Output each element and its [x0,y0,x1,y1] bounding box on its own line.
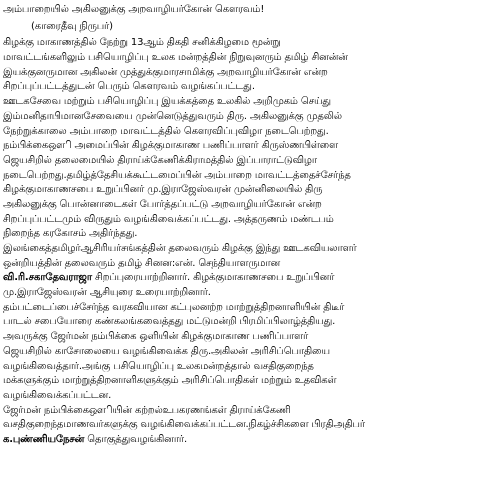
text-line: கிழக்கு மாகாணத்தில் நேற்று 13ஆம் திகதி சனிக்கிழமை மூன்று [3,37,281,49]
paragraph-3 [3,242,478,301]
paragraph-1 [3,36,478,95]
news-article [3,3,478,448]
text-line: ஊடகசேவை மற்றும் பசியொழிப்பு இயக்கத்தை உலகில் அறிமுகம் செய்து [3,96,331,108]
text-line: சிறப்புப்பட்டமும் விருதும் வழங்கிவைக்கப்பட்டது. அத்தருணம் மண்டபம் [3,213,334,225]
text-line: அகிலனுக்கு பொன்னாடைகள் போர்த்தப்பட்டு அறவாழியர்கோன் என்ற [3,198,322,210]
paragraph-6 [3,404,478,448]
text-line: நம்பிக்கைஔி அமைப்பின் கிழக்குமாகாண பணிப்பாளர் கிருஸ்ணபிள்ளை [3,140,339,152]
text-line-continuation: சிறப்புரையாற்றினார். கிழக்குமாகாணசபை உறுப்பினர் [91,272,335,284]
paragraph-2 [3,95,478,242]
paragraph-5 [3,330,478,403]
text-line: ஜெயசிறில் தலைமையில் திராய்க்கேணிக்கிராமத்தில் இப்பாராட்டுவிழா [3,154,317,166]
text-line: இம்மனிதாபிமானசேவையை முன்னெடுத்துவரும் திரு. அகிலனுக்கு முதலில் [3,110,342,122]
text-line: வசதிகுறைந்தமாணவர்களுக்கு வழங்கிவைக்கப்பட்டன.நிகழ்ச்சிகளை பிரதிஅதிபர் [3,419,365,431]
text-line: இலங்கைத்தமிழர்ஆசிரியர்சங்கத்தின் தலைவரும் கிழக்கு இந்து ஊடகவியலாளர் [3,243,357,254]
text-line: ஒன்றியத்தின் தலைவரும் தமிழ் சினன:என். செந்தியாளருமான [3,257,281,269]
text-line: நிறைந்த கரகோசம் அதிர்ந்தது. [3,228,138,240]
text-line: தம்பட்டைப்பைச்சேர்ந்த வரகவியான கட்புலனற்ற மாற்றுத்திறனாளியின் திடீர் [3,301,345,313]
text-line: சிறப்புப்பட்டத்துடன் பெரும் கௌரவம் வழங்கப்பட்டது. [3,81,255,93]
article-headline: அம்பாறையில் அகிலனுக்கு அறவாழியர்கோன் கௌரவம்! [3,4,265,15]
paragraph-4 [3,301,478,330]
text-line: ஜேர்மன் நம்பிக்கைஔியின் கற்றல்உபகரணங்கள் திராய்க்கேணி [3,404,291,416]
text-line-with-bold-name [3,271,478,286]
speaker-name: வி.ரி.சகாதேவராஜா [3,272,92,284]
text-line: பாடல் சபையோரை கண்கலங்கவைத்தது மட்டுமன்றி பிரமிப்பிலாழ்த்தியது. [3,316,336,328]
text-line: நேற்றுக்காலை அம்பாறை மாவட்டத்தில் கௌரவிப்புவிழா நடைபெற்றது. [3,125,329,137]
text-line-with-bold-name [3,433,478,448]
text-line: நடைபெற்றது.தமிழ்த்தேசியக்கூட்டமைப்பின் அம்பாறை மாவட்டத்தைச்சேர்ந்த [3,169,351,181]
text-line: ஜெயசிறில் காசோலையை வழங்கிவைக்க திரு.அகிலன் அரிசிப்பொதியை [3,345,330,357]
text-line-continuation: தொகுத்துவழங்கினார். [84,433,188,445]
text-line: வழங்கிவைக்கப்பட்டன. [3,389,112,401]
text-line: மாவட்டங்களிலும் பசியொழிப்பு உலக மன்றத்தின் நிறுவுனரும் தமிழ் சினன்ன் [3,52,348,64]
text-line: வழங்கிவைத்தார்.அங்கு பசியொழிப்பு உலகமன்றத்தால் வசதிகுறைந்த [3,360,314,372]
text-line: அவருக்கு ஜேர்மன் நம்பிக்கை ஒளியின் கிழக்குமாகாண பணிப்பாளர் [3,331,309,343]
text-line: மக்களுக்கும் மாற்றுத்திறனாளிகளுக்கும் அரிசிப்பொதிகள் மற்றும் உதவிகள் [3,375,337,387]
text-line: இயக்குனருமான அகிலன் முத்துக்குமாரசாமிக்கு அறவாழியர்கோன் என்ற [3,66,328,78]
text-line: மு.இராஜேஸ்வரன் ஆசியுரை உரையாற்றினார். [3,287,211,299]
text-line: கிழக்குமாகாணசபை உறுப்பினர் மு.இராஜேஸ்வரன் முன்னிலையில் திரு [3,184,323,196]
host-name: க.புண்ணியநேசன் [3,433,85,445]
article-byline: (காரைதீவு நிருபர்) [31,20,113,32]
